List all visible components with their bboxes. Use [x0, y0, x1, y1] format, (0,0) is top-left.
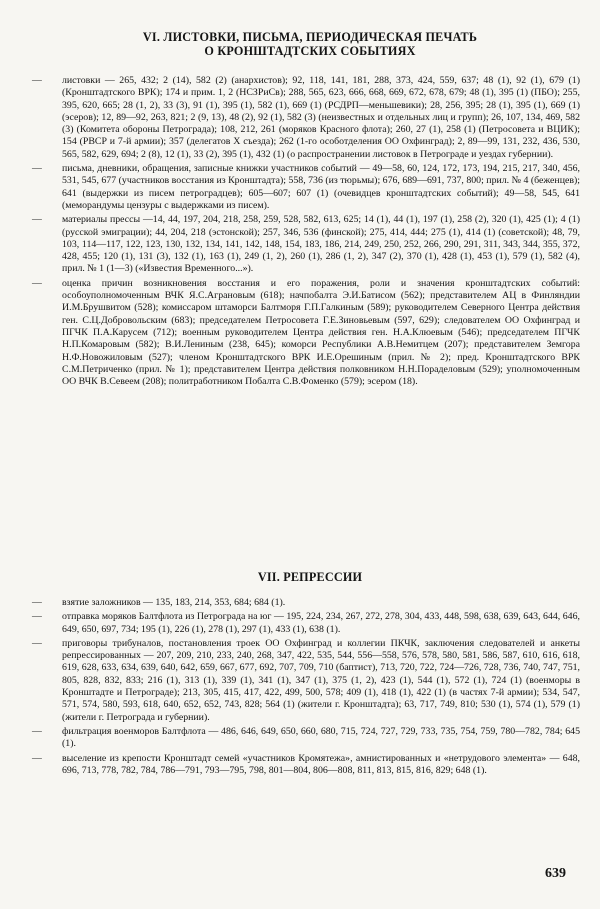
entry-dash: — [32, 637, 42, 649]
entry-dash: — [32, 725, 42, 737]
entry-text: приговоры трибуналов, постановления троек ОО Охфинград и коллегии ПКЧК, заключения следователей и анкеты репрессированных — 207, 209, 210, 233, 240, 268, 347, 422, 535, 544, 556—558, 576, 578, 580, 581, 586, 587, 610, 616, 618, 619, 628, 633, 634, 639, 640, 642, 659, 667, 677, 692, 707, 709, 710 (баптист), 713, 720, 722, 724—726, 728, 736, 740, 747, 751, 805, 828, 832, 833; 216 (1), 313 (1), 339 (1), 341 (1), 347 (1), 375 (1, 2), 423 (1), 544 (1), 572 (1), 724 (1) (военморы в Кронштадте и Петрограде); 213, 305, 415, 417, 422, 499, 500, 578; 409 (1), 418 (1), 422 (1) (в частях 7-й армии); 534, 547, 571, 574, 580, 593, 618, 640, 652, 652, 743, 828; 564 (1) (жители г. Кронштадта); 63, 717, 749, 810; 530 (1), 574 (1), 579 (1) (жители г. Петрограда и губернии). [62, 637, 580, 723]
index-entry [32, 753, 580, 778]
section-7-title: VII. РЕПРЕССИИ [257, 570, 363, 584]
section-6-title-line-1: VI. ЛИСТОВКИ, ПИСЬМА, ПЕРИОДИЧЕСКАЯ ПЕЧАТЬ [142, 30, 478, 44]
index-entry [32, 611, 580, 636]
entry-text: листовки — 265, 432; 2 (14), 582 (2) (анархистов); 92, 118, 141, 181, 288, 373, 424, 559, 637; 48 (1), 92 (1), 679 (1) (Кронштадтского ВРК); 174 и прим. 1, 2 (НСЗРиСв); 288, 565, 623, 666, 668, 669, 672, 678, 679; 48 (1), 395 (1) (ПБО); 255, 395, 620, 665; 28 (1, 2), 33 (3), 91 (1), 395 (1), 582 (1), 669 (1) (РСДРП—меньшевики); 28, 256, 395; 28 (1), 395 (1), 669 (1) (эсеров); 12, 89—92, 263, 821; 2 (9, 13), 48 (2), 92 (1), 582 (3) (неизвестных и отдельных лиц и групп); 26, 107, 134, 469, 582 (3) (Комитета обороны Петрограда); 108, 212, 261 (моряков Красного флота); 260, 27 (1), 258 (1) (Петросовета и ВЦИК); 154 (РВСР и 7-й армии); 357 (делегатов X съезда); 262 (1-го особотделения ОО Охфинград); 2, 89—99, 131, 232, 436, 530, 565, 582, 629, 694; 2 (8), 12 (1), 33 (2), 395 (1), 432 (1) (о распространении листовок в Петрограде и уездах губернии). [62, 75, 580, 160]
entry-dash: — [32, 214, 42, 226]
entry-dash: — [32, 75, 42, 86]
entry-text: материалы прессы —14, 44, 197, 204, 218, 258, 259, 528, 582, 613, 625; 14 (1), 44 (1), 197 (1), 258 (2), 320 (1), 425 (1); 4 (1) (русской эмиграции); 44, 204, 218 (эстонской); 257, 346, 536 (финской); 275, 414, 444; 275 (1), 414 (1) (советской); 48, 79, 103, 114—117, 122, 123, 130, 132, 134, 141, 142, 148, 154, 183, 186, 214, 249, 250, 252, 266, 290, 291, 311, 343, 344, 355, 372, 428, 455; 120 (1), 131 (3), 132 (1), 163 (1), 249 (1, 2), 260 (1), 286 (1, 2), 347 (2), 370 (1), 428 (1), 453 (1), 579 (1), 582 (4), прил. № 1 (1—3) («Известия Временного...»). [62, 214, 580, 275]
index-entry [32, 726, 580, 751]
index-entry [32, 638, 580, 724]
section-7-heading [60, 570, 560, 584]
entry-dash: — [32, 163, 42, 175]
section-7-entries [32, 597, 580, 779]
entry-text: взятие заложников — 135, 183, 214, 353, 684; 684 (1). [62, 597, 286, 608]
entry-dash: — [32, 611, 42, 623]
page-number: 639 [545, 866, 566, 881]
section-6-title-line-2: О КРОНШТАДТСКИХ СОБЫТИЯХ [204, 44, 416, 58]
index-entry [32, 214, 580, 275]
entry-dash: — [32, 277, 42, 289]
entry-text: оценка причин возникновения восстания и его поражения, роли и значения кронштадтских событий: особоуполномоченным ВЧК Я.С.Аграновым (618); начпобалта Э.И.Батисом (562); представителем АЦ в Финляндии И.М.Брушвитом (528); комиссаром штаморси Балтморя Г.П.Галкиным (589); руководителем Северного Центра действия ген. С.Ц.Добровольским (683); председателем Петросовета Г.Е.Зиновьевым (597, 629); следователем ОО Охфинград и ПГЧК П.А.Карусем (712); военным руководителем Центра действия ген. Н.А.Клюевым (546); председателем ПГЧК Н.П.Комаровым (582); В.И.Лениным (238, 645); коморси Республики А.В.Немитцем (207); представителем Земгора Н.Ф.Новожиловым (527); членом Кронштадтского ВРК И.Е.Орешиным (прил. № 2); пред. Кронштадтского ВРК С.М.Петриченко (прил. № 1); представителем Центра действия полковником Н.Н.Пораделовым (529); уполномоченным ОО ВЧК В.Севеем (208); политработником Побалта С.В.Фоменко (579); эсером (18). [62, 277, 580, 388]
entry-text: отправка моряков Балтфлота из Петрограда на юг — 195, 224, 234, 267, 272, 278, 304, 433, 448, 598, 638, 639, 643, 644, 646, 649, 650, 697, 734; 195 (1), 226 (1), 278 (1), 297 (1), 433 (1), 638 (1). [62, 611, 580, 635]
entry-text: выселение из крепости Кронштадт семей «участников Кромятежа», амнистированных и «нетрудового элемента» — 648, 696, 713, 778, 782, 784, 786—791, 793—795, 798, 801—804, 806—808, 811, 813, 815, 816, 829; 648 (1). [62, 752, 580, 776]
entry-dash: — [32, 752, 42, 764]
index-entry [32, 163, 580, 212]
entry-text: письма, дневники, обращения, записные книжки участников событий — 49—58, 60, 124, 172, 173, 194, 215, 217, 340, 456, 531, 545, 677 (участников восстания из Кронштадта); 558, 736 (из тюрьмы); 676, 689—691, 737, 800; прил. № 4 (беженцев); 641 (выдержки из писем петроградцев); 605—607; 607 (1) (очевидцев кронштадтских событий); 49—58, 545, 641 (меморандумы цензуры с выдержками из писем). [62, 163, 580, 211]
index-entry [32, 75, 580, 161]
index-entry [32, 597, 580, 609]
section-6-heading [60, 30, 560, 58]
index-entry [32, 278, 580, 389]
entry-dash: — [32, 597, 42, 608]
section-6-entries [32, 75, 580, 390]
entry-text: фильтрация военморов Балтфлота — 486, 646, 649, 650, 660, 680, 715, 724, 727, 729, 733, 735, 754, 759, 780—782, 784; 645 (1). [62, 725, 580, 750]
